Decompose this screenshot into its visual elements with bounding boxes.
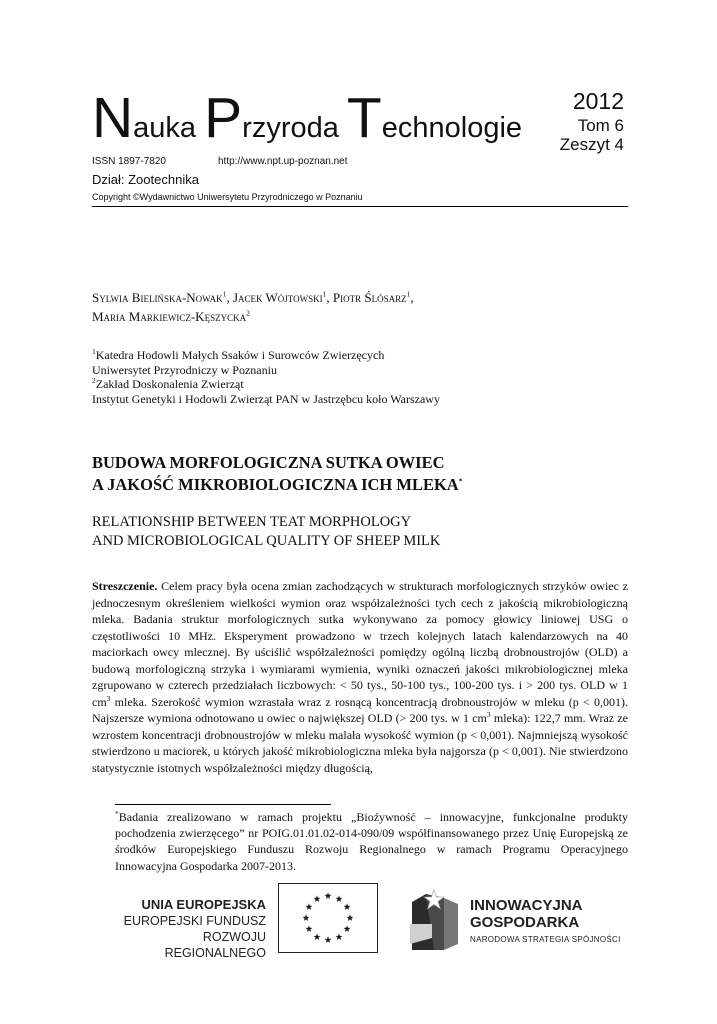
abstract-text-3: mleka): 122,7 mm. Wraz ze wzrostem koncentracji drobnoustrojów w mleku malała wysokość wymion (p < 0,001). Najmniejszą wysokość stwierdzono u maciorek, u których jakość mikrobiologiczna mleka była najgorsza (p < 0,001). Nie stwierdzono statystycznie istotnych współzależności między długością, xyxy=(92,711,628,775)
author-1: Sylwia Bielińska-Nowak xyxy=(92,290,223,305)
author-3: Piotr Ślósarz xyxy=(332,290,407,305)
author-3-affil: 1 xyxy=(406,289,411,299)
affil-1-line-1: Katedra Hodowli Małych Ssaków i Surowców Zwierzęcych xyxy=(95,348,385,362)
title-footnote-mark: * xyxy=(458,476,463,486)
national-cohesion-strategy-text: NARODOWA STRATEGIA SPÓJNOŚCI xyxy=(470,935,621,944)
title-en-line-1: RELATIONSHIP BETWEEN TEAT MORPHOLOGY xyxy=(92,514,412,530)
affil-1-number: 1 xyxy=(92,347,96,356)
affiliations xyxy=(92,348,628,406)
eu-logo-line-1: UNIA EUROPEJSKA xyxy=(141,897,266,912)
journal-issue: Zeszyt 4 xyxy=(559,135,624,154)
journal-word-przyroda: rzyroda xyxy=(242,112,347,144)
eu-logo-line-3: ROZWOJU REGIONALNEGO xyxy=(164,930,266,960)
abstract-sup-1: 3 xyxy=(106,693,111,703)
ig-line-2: GOSPODARKA xyxy=(470,914,580,931)
author-2-affil: 1 xyxy=(322,289,327,299)
journal-volume: Tom 6 xyxy=(577,116,624,135)
section-label: Dział: Zootechnika xyxy=(92,172,199,187)
footnote-mark: * xyxy=(115,809,119,818)
affil-2-line-2: Instytut Genetyki i Hodowli Zwierząt PAN w Jastrzębcu koło Warszawy xyxy=(92,391,440,406)
journal-title xyxy=(92,88,522,158)
eu-stars-icon xyxy=(279,884,377,952)
header-divider xyxy=(92,206,628,207)
affiliation-1 xyxy=(92,348,628,363)
copyright: Copyright ©Wydawnictwo Uniwersytetu Przyrodniczego w Poznaniu xyxy=(92,192,363,202)
abstract-text-2: mleka. Szerokość wymion wzrastała wraz z rosnącą koncentracją drobnoustrojów w mleku (p < 0,001). Najszersze wymiona odnotowano u owiec o największej OLD (> 200 tys. w 1 cm xyxy=(92,694,628,725)
affil-2-line-1: Zakład Doskonalenia Zwierząt xyxy=(95,377,244,392)
journal-word-technologie: echnologie xyxy=(381,112,523,144)
journal-initial-t: T xyxy=(346,86,382,150)
journal-initial-p: P xyxy=(204,86,243,150)
footnote xyxy=(115,809,628,874)
title-en-line-2: AND MICROBIOLOGICAL QUALITY OF SHEEP MILK xyxy=(92,533,441,549)
abstract xyxy=(92,578,628,776)
journal-year: 2012 xyxy=(572,88,624,114)
footnote-divider xyxy=(115,804,331,805)
author-2: Jacek Wójtowski xyxy=(232,290,323,305)
eu-logo-line-2: EUROPEJSKI FUNDUSZ xyxy=(123,914,266,928)
title-pl-line-1: BUDOWA MORFOLOGICZNA SUTKA OWIEC xyxy=(92,453,445,472)
affil-2-number: 2 xyxy=(92,376,96,386)
journal-word-nauka: auka xyxy=(133,112,205,144)
journal-initial-n: N xyxy=(92,86,134,150)
issn: ISSN 1897-7820 xyxy=(92,156,166,167)
innovative-economy-emblem-icon xyxy=(404,884,464,952)
ig-line-1: INNOWACYJNA xyxy=(470,897,583,914)
abstract-label: Streszczenie. xyxy=(92,579,158,593)
article-title-english xyxy=(92,513,440,551)
abstract-text-1: Celem pracy była ocena zmian zachodzących w strukturach morfologicznych strzyków owiec z jednoczesnym określeniem wielkości wymion oraz współzależności tych cech z jakością mikrobiologiczną mleka. Badania struktur morfologicznych sutka wykonywano za pomocy głowicy liniowej USG o częstotliwości 10 MHz. Eksperyment prowadzono w trzech kolejnych latach kalendarzowych na 40 maciorkach owcy mlecznej. By uściślić współzależności pomiędzy ogólną liczbą drobnoustrojów (OLD) a budową morfologiczną strzyka i wymiarami wymienia, wyniki oznaczeń jakości mikrobiologicznej mleka zgrupowano w czterech przedziałach liczbowych: < 50 tys., 50-100 tys., 100-200 tys. i > 200 tys. OLD w 1 cm xyxy=(92,579,628,709)
author-4: Maria Markiewicz-Kęszycka xyxy=(92,309,247,324)
journal-url[interactable]: http://www.npt.up-poznan.net xyxy=(218,156,348,167)
article-title-polish xyxy=(92,452,462,496)
innovative-economy-text xyxy=(470,897,583,931)
affil-1-line-2: Uniwersytet Przyrodniczy w Poznaniu xyxy=(92,362,277,377)
eu-flag-icon xyxy=(278,883,378,953)
author-4-affil: 2 xyxy=(246,308,250,318)
authors: Sylwia Bielińska-Nowak$^1$, Jacek Wójtowski$^1$, Piotr Ślósarz$^1$, Maria Markiewicz-Kęszycka$^2$ xyxy=(92,289,414,324)
author-1-affil: 1 xyxy=(222,289,227,299)
footnote-text: Badania zrealizowano w ramach projektu „Bioźywność – innowacyjne, funkcjonalne produkty pochodzenia zwierzęcego” nr POIG.01.01.02-014-090/09 współfinansowanego przez Unię Europejską ze środków Europejskiego Funduszu Rozwoju Regionalnego w ramach Programu Operacyjnego Innowacyjna Gospodarka 2007-2013. xyxy=(115,810,628,873)
title-pl-line-2: A JAKOŚĆ MIKROBIOLOGICZNA ICH MLEKA xyxy=(92,475,459,494)
affiliation-2 xyxy=(92,377,628,392)
eu-logo-text xyxy=(100,897,266,961)
abstract-sup-2: 3 xyxy=(486,710,491,719)
